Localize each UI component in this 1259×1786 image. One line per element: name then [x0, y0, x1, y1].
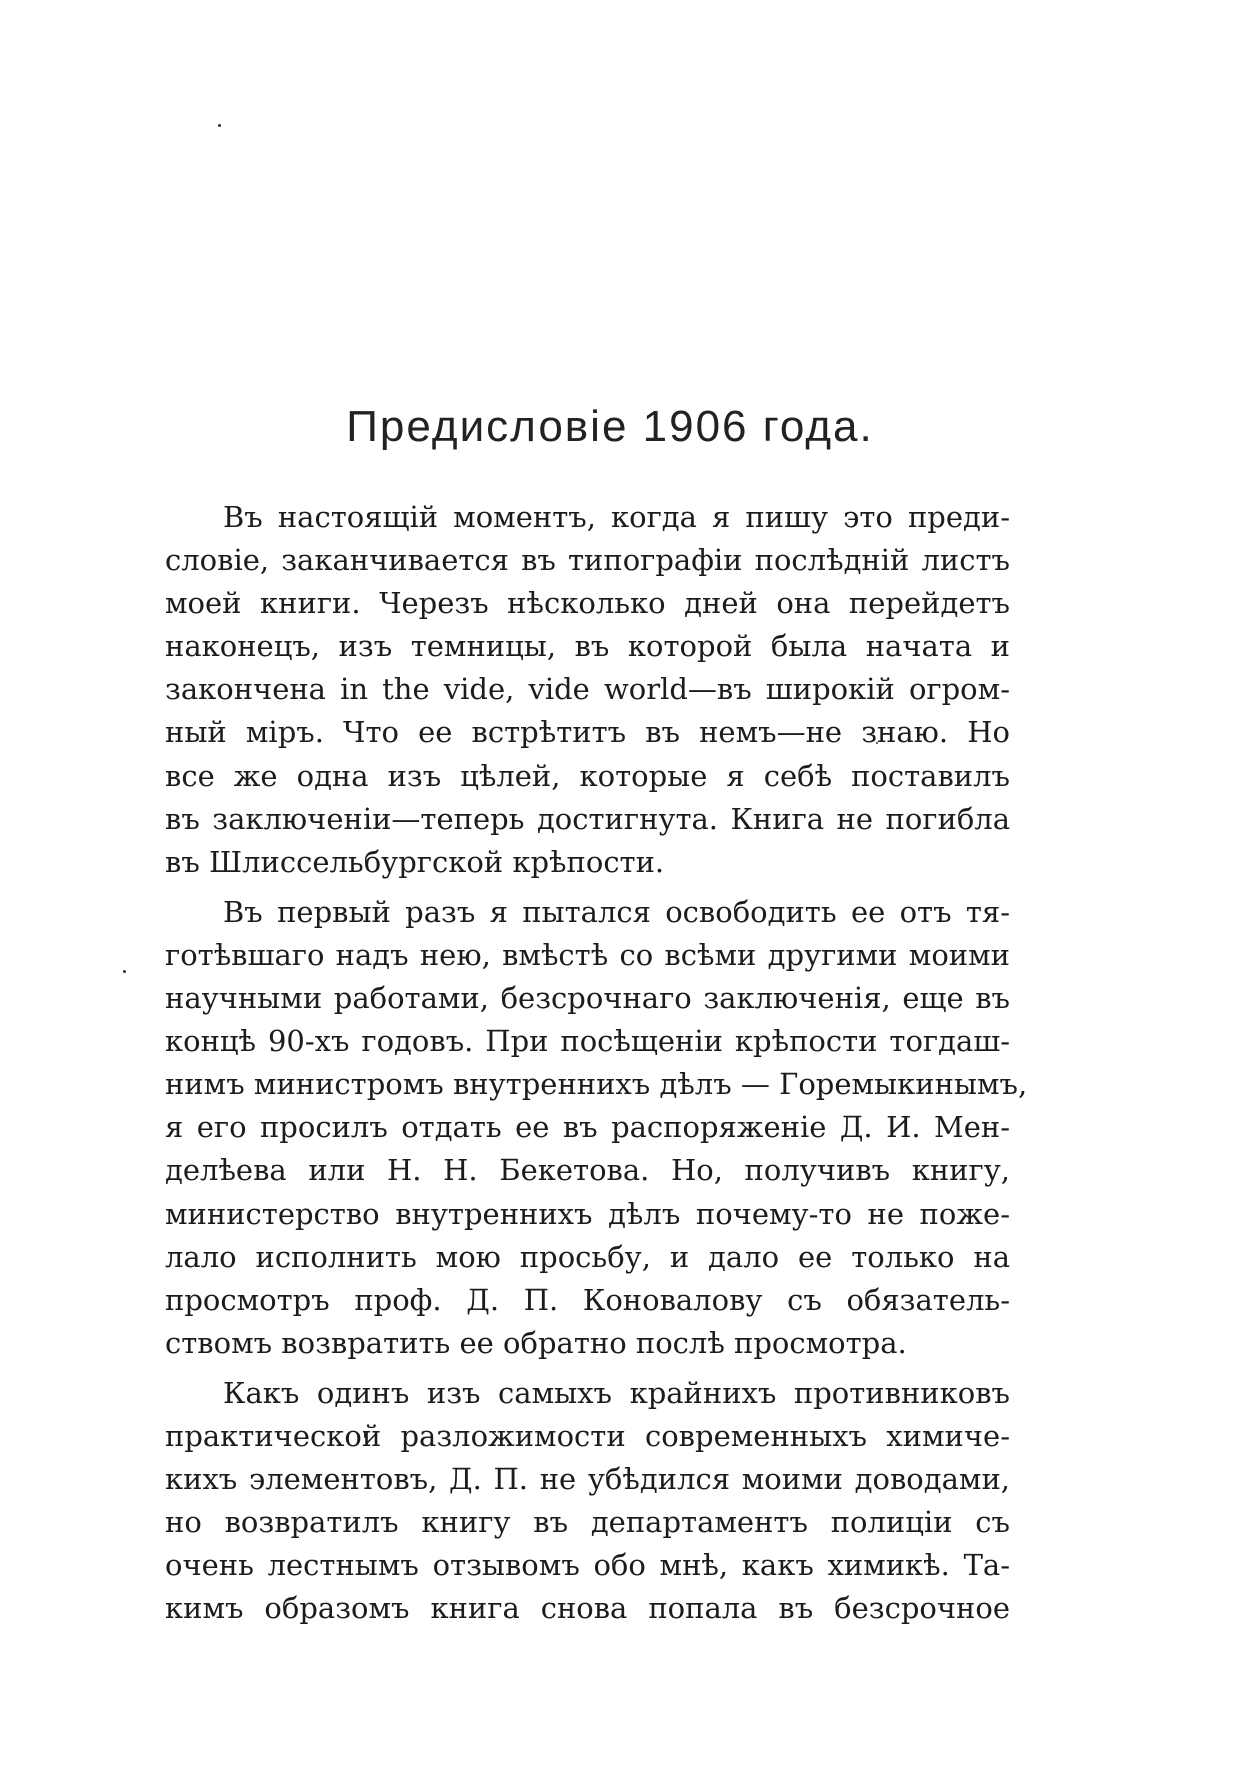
text-line: но возвратилъ книгу въ департаментъ полиціи съ: [165, 1505, 1010, 1540]
text-line: въ Шлиссельбургской крѣпости.: [165, 844, 665, 879]
text-line: концѣ 90-хъ годовъ. При посѣщеніи крѣпости тогдаш-: [165, 1024, 1010, 1059]
text-line: ный міръ. Что ее встрѣтитъ въ немъ—не знаю. Но: [165, 715, 1010, 750]
text-line: закончена in the vide, vide world—въ широкій огром-: [165, 672, 1010, 707]
text-line: научными работами, безсрочнаго заключенія, еще въ: [165, 981, 1010, 1016]
text-line: просмотръ проф. Д. П. Коновалову съ обязатель-: [165, 1282, 1010, 1317]
text-line: делѣева или Н. Н. Бекетова. Но, получивъ книгу,: [165, 1153, 1010, 1188]
text-line: нимъ министромъ внутреннихъ дѣлъ — Горемыкинымъ,: [165, 1067, 1028, 1102]
text-line: очень лестнымъ отзывомъ обо мнѣ, какъ химикѣ. Та-: [165, 1548, 1010, 1583]
page-title: Предисловіе 1906 года.: [346, 402, 874, 451]
text-line: ствомъ возвратить ее обратно послѣ просмотра.: [165, 1325, 907, 1360]
text-line: кихъ элементовъ, Д. П. не убѣдился моими доводами,: [165, 1462, 1010, 1497]
paragraph-gap: [165, 1365, 1010, 1372]
text-line: Въ настоящій моментъ, когда я пишу это преди-: [223, 500, 1010, 534]
paragraph-2: [165, 891, 1028, 1365]
text-line: въ заключеніи—теперь достигнута. Книга не погибла: [165, 801, 1010, 836]
text-line: моей книги. Черезъ нѣсколько дней она перейдетъ: [165, 586, 1010, 621]
text-line: кимъ образомъ книга снова попала въ безсрочное: [165, 1591, 1010, 1626]
paragraph-1: [165, 496, 1010, 884]
text-line: словіе, заканчивается въ типографіи послѣдній листъ: [165, 543, 1010, 578]
text-line: готѣвшаго надъ нею, вмѣстѣ со всѣми другими моими: [165, 937, 1010, 972]
text-line: лало исполнить мою просьбу, и дало ее только на: [165, 1239, 1010, 1274]
text-line: наконецъ, изъ темницы, въ которой была начата и: [165, 629, 1010, 664]
text-line: я его просилъ отдать ее въ распоряженіе Д. И. Мен-: [165, 1110, 1010, 1145]
paragraph-3: [165, 1372, 1010, 1631]
paragraph-gap: [165, 884, 1010, 891]
scan-speck: [218, 124, 221, 127]
text-line: Въ первый разъ я пытался освободить ее отъ тя-: [223, 894, 1010, 929]
text-line: Какъ одинъ изъ самыхъ крайнихъ противниковъ: [223, 1375, 1010, 1410]
text-line: все же одна изъ цѣлей, которые я себѣ поставилъ: [165, 758, 1010, 793]
scan-speck: [123, 970, 126, 973]
text-line: министерство внутреннихъ дѣлъ почему-то не поже-: [165, 1196, 1010, 1231]
preface-body: [165, 496, 1028, 1630]
text-line: практической разложимости современныхъ химиче-: [165, 1418, 1010, 1453]
